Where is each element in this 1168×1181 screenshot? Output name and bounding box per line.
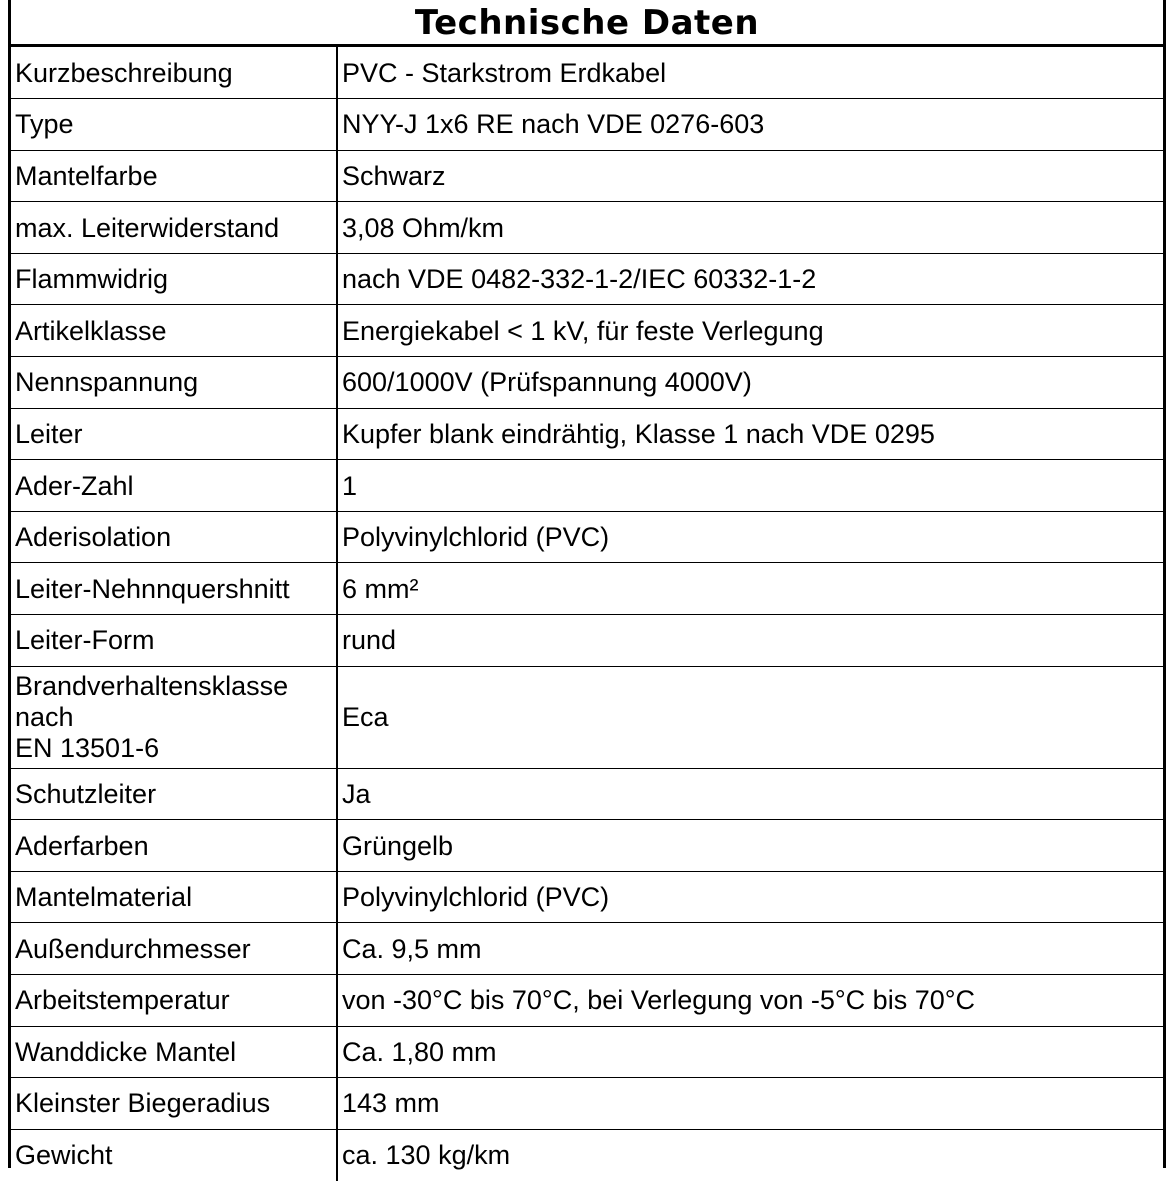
page-title: Technische Daten bbox=[11, 0, 1163, 47]
row-label: Wanddicke Mantel bbox=[11, 1026, 337, 1078]
table-row bbox=[11, 923, 1163, 975]
table-row bbox=[11, 820, 1163, 872]
table-row bbox=[11, 975, 1163, 1027]
table-row bbox=[11, 47, 1163, 99]
table-row bbox=[11, 99, 1163, 151]
table-row bbox=[11, 150, 1163, 202]
table-row bbox=[11, 1129, 1163, 1181]
table-row bbox=[11, 768, 1163, 820]
row-label: max. Leiterwiderstand bbox=[11, 202, 337, 254]
row-value: Ca. 9,5 mm bbox=[337, 923, 1163, 975]
row-value: 6 mm² bbox=[337, 563, 1163, 615]
table-row bbox=[11, 511, 1163, 563]
table-row bbox=[11, 460, 1163, 512]
row-label: Brandverhaltensklasse nach EN 13501-6 bbox=[11, 666, 337, 768]
row-label: Aderfarben bbox=[11, 820, 337, 872]
row-label: Type bbox=[11, 99, 337, 151]
row-label: Flammwidrig bbox=[11, 253, 337, 305]
table-row bbox=[11, 305, 1163, 357]
row-label: Kurzbeschreibung bbox=[11, 47, 337, 99]
table-row bbox=[11, 253, 1163, 305]
row-value: 3,08 Ohm/km bbox=[337, 202, 1163, 254]
row-value: Ca. 1,80 mm bbox=[337, 1026, 1163, 1078]
row-value: Eca bbox=[337, 666, 1163, 768]
row-value: Polyvinylchlorid (PVC) bbox=[337, 871, 1163, 923]
row-label: Außendurchmesser bbox=[11, 923, 337, 975]
row-label: Aderisolation bbox=[11, 511, 337, 563]
table-row bbox=[11, 357, 1163, 409]
row-label: Leiter-Form bbox=[11, 615, 337, 667]
row-label: Artikelklasse bbox=[11, 305, 337, 357]
table-row bbox=[11, 1078, 1163, 1130]
row-value: ca. 130 kg/km bbox=[337, 1129, 1163, 1181]
row-value: von -30°C bis 70°C, bei Verlegung von -5°C bis 70°C bbox=[337, 975, 1163, 1027]
row-value: 143 mm bbox=[337, 1078, 1163, 1130]
row-label: Kleinster Biegeradius bbox=[11, 1078, 337, 1130]
row-label: Gewicht bbox=[11, 1129, 337, 1181]
row-label: Schutzleiter bbox=[11, 768, 337, 820]
row-value: 600/1000V (Prüfspannung 4000V) bbox=[337, 357, 1163, 409]
row-value: nach VDE 0482-332-1-2/IEC 60332-1-2 bbox=[337, 253, 1163, 305]
row-value: Ja bbox=[337, 768, 1163, 820]
row-label: Mantelfarbe bbox=[11, 150, 337, 202]
row-label: Mantelmaterial bbox=[11, 871, 337, 923]
table-row bbox=[11, 1026, 1163, 1078]
row-value: Grüngelb bbox=[337, 820, 1163, 872]
table-row bbox=[11, 666, 1163, 768]
table-row bbox=[11, 615, 1163, 667]
row-label: Leiter-Nehnnquershnitt bbox=[11, 563, 337, 615]
row-value: 1 bbox=[337, 460, 1163, 512]
row-label: Nennspannung bbox=[11, 357, 337, 409]
row-label: Arbeitstemperatur bbox=[11, 975, 337, 1027]
row-value: Polyvinylchlorid (PVC) bbox=[337, 511, 1163, 563]
row-value: Energiekabel < 1 kV, für feste Verlegung bbox=[337, 305, 1163, 357]
row-value: Kupfer blank eindrähtig, Klasse 1 nach VDE 0295 bbox=[337, 408, 1163, 460]
table-row bbox=[11, 202, 1163, 254]
spec-sheet bbox=[8, 0, 1166, 1171]
row-value: rund bbox=[337, 615, 1163, 667]
row-label: Leiter bbox=[11, 408, 337, 460]
spec-table bbox=[11, 47, 1163, 1181]
table-row bbox=[11, 563, 1163, 615]
row-value: Schwarz bbox=[337, 150, 1163, 202]
row-value: NYY-J 1x6 RE nach VDE 0276-603 bbox=[337, 99, 1163, 151]
row-label: Ader-Zahl bbox=[11, 460, 337, 512]
table-row bbox=[11, 408, 1163, 460]
table-row bbox=[11, 871, 1163, 923]
row-value: PVC - Starkstrom Erdkabel bbox=[342, 57, 667, 88]
